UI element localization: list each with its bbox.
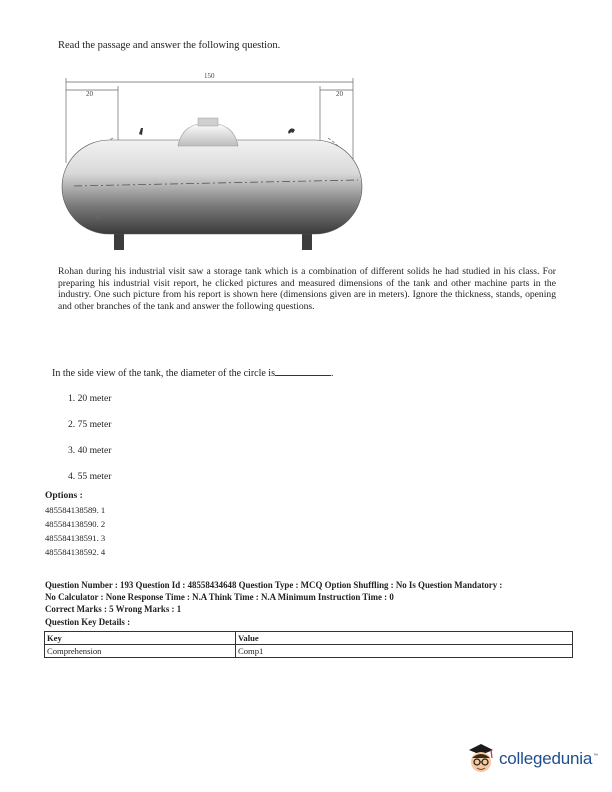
cell-value: Comp1	[236, 645, 573, 658]
question-stem: In the side view of the tank, the diameter of the circle is	[52, 368, 275, 379]
header-value: Value	[236, 632, 573, 645]
passage-text: Rohan during his industrial visit saw a storage tank which is a combination of different solids he had studied in his class. For preparing his industrial visit report, he clicked pictures and measured dimensions of the tank and other machine parts in the industry. One such picture from his report is shown here (dimensions given are in meters). Ignore the thickness, stands, opening and other branches of the tank and answer the following questions.	[58, 266, 556, 312]
dimension-label-total: 150	[204, 72, 215, 80]
key-details-heading: Question Key Details :	[45, 617, 131, 627]
dimension-label-left: 20	[86, 90, 93, 98]
question-text	[52, 366, 572, 379]
marks-line: Correct Marks : 5 Wrong Marks : 1	[45, 604, 182, 614]
collegedunia-logo[interactable]	[466, 742, 598, 776]
trademark-mark: ™	[593, 753, 599, 759]
header-key: Key	[45, 632, 236, 645]
storage-tank-image	[58, 68, 558, 258]
storage-tank-figure	[58, 68, 558, 258]
question-meta-line-2: No Calculator : None Response Time : N.A Think Time : N.A Minimum Instruction Time : 0	[45, 592, 394, 602]
choice-3[interactable]: 3. 40 meter	[68, 445, 112, 456]
choice-2[interactable]: 2. 75 meter	[68, 419, 112, 430]
choice-1[interactable]: 1. 20 meter	[68, 393, 112, 404]
options-heading: Options :	[45, 491, 83, 501]
question-end: .	[330, 368, 334, 379]
logo-text: collegedunia	[499, 749, 593, 768]
answer-blank	[275, 366, 331, 376]
cell-key: Comprehension	[45, 645, 236, 658]
key-details-table	[44, 631, 573, 658]
choice-4[interactable]: 4. 55 meter	[68, 471, 112, 482]
mascot-icon	[466, 742, 496, 776]
option-id-2: 485584138590. 2	[45, 519, 106, 529]
instruction-text: Read the passage and answer the following question.	[58, 40, 281, 51]
question-meta-line-1: Question Number : 193 Question Id : 48558434648 Question Type : MCQ Option Shuffling : No Is Question Mandatory :	[45, 580, 503, 590]
svg-text:®: ®	[94, 212, 101, 222]
dimension-label-right: 20	[336, 90, 343, 98]
option-id-1: 485584138589. 1	[45, 505, 106, 515]
table-row	[45, 645, 573, 658]
table-header-row	[45, 632, 573, 645]
option-id-4: 485584138592. 4	[45, 547, 106, 557]
option-id-3: 485584138591. 3	[45, 533, 106, 543]
